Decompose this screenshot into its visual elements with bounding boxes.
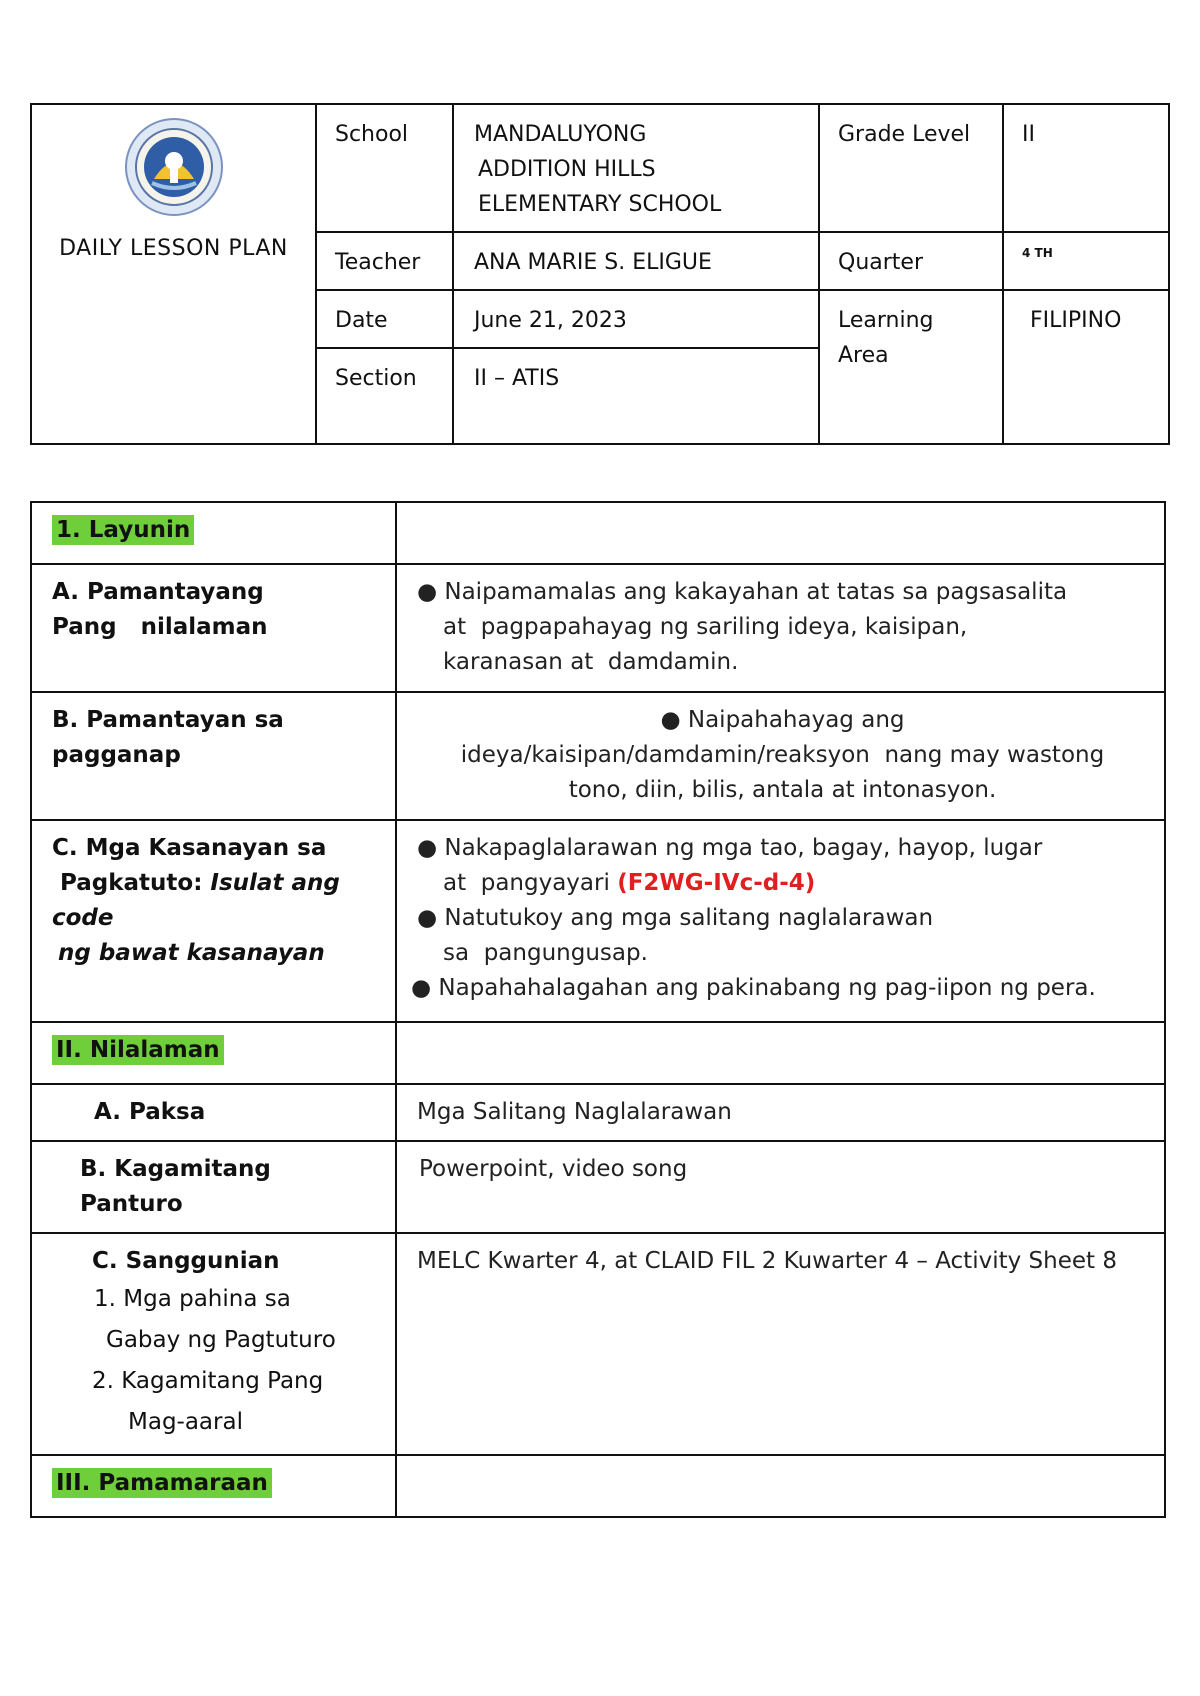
- grade-level-label: Grade Level: [819, 104, 1003, 232]
- sanggunian-value: MELC Kwarter 4, at CLAID FIL 2 Kuwarter 4 – Activity Sheet 8: [396, 1233, 1165, 1455]
- table-row: [31, 1233, 1165, 1455]
- sanggunian-label: C. Sanggunian 1. Mga pahina sa Gabay ng Pagtuturo 2. Kagamitang Pang Mag-aaral: [31, 1233, 396, 1455]
- teacher-label: Teacher: [316, 232, 453, 290]
- competency-code: (F2WG-IVc-d-4): [617, 870, 816, 896]
- learning-area-value: FILIPINO: [1003, 290, 1169, 444]
- teacher-value: ANA MARIE S. ELIGUE: [453, 232, 819, 290]
- date-label: Date: [316, 290, 453, 348]
- pamantayang-nilalaman-text: ● Naipamamalas ang kakayahan at tatas sa pagsasalita at pagpapahayag ng sariling ideya, kaisipan, karanasan at damdamin.: [396, 564, 1165, 692]
- header-table: [30, 103, 1170, 445]
- learning-area-line: Learning: [838, 308, 934, 333]
- pamantayan-pagganap-label: B. Pamantayan sa pagganap: [31, 692, 396, 820]
- table-row: [31, 1455, 1165, 1517]
- section-label: Section: [316, 348, 453, 444]
- quarter-value-text: 4 TH: [1022, 246, 1053, 260]
- kasanayan-text: ● Nakapaglalarawan ng mga tao, bagay, hayop, lugar at pangyayari (F2WG-IVc-d-4) ● Natutukoy ang mga salitang naglalarawan sa pangungusap. ● Napahahalagahan ang pakinabang ng pag-iipon ng pera.: [396, 820, 1165, 1022]
- lesson-table: [30, 501, 1166, 1518]
- kagamitan-value: Powerpoint, video song: [396, 1141, 1165, 1233]
- school-line: ELEMENTARY SCHOOL: [478, 192, 722, 217]
- school-seal-icon: [124, 117, 224, 217]
- school-label: School: [316, 104, 453, 232]
- pamantayang-nilalaman-label: A. Pamantayang Pang nilalaman: [31, 564, 396, 692]
- kasanayan-label-line: Pagkatuto: Isulat ang: [60, 870, 340, 896]
- table-row: [31, 692, 1165, 820]
- learning-area-line: Area: [838, 343, 889, 368]
- learning-area-label: [819, 290, 1003, 444]
- quarter-label: Quarter: [819, 232, 1003, 290]
- table-row: [31, 820, 1165, 1022]
- kagamitan-label: B. Kagamitang Panturo: [31, 1141, 396, 1233]
- logo-title-cell: [31, 104, 316, 444]
- document-title: DAILY LESSON PLAN: [59, 236, 288, 261]
- kasanayan-line: at pangyayari (F2WG-IVc-d-4): [443, 870, 816, 896]
- layunin-heading: 1. Layunin: [31, 502, 396, 564]
- table-row: [31, 502, 1165, 564]
- paksa-label: A. Paksa: [31, 1084, 396, 1141]
- section-value: II – ATIS: [453, 348, 819, 444]
- empty-cell: [396, 1022, 1165, 1084]
- quarter-value: [1003, 232, 1169, 290]
- pamamaraan-heading: III. Pamamaraan: [31, 1455, 396, 1517]
- kasanayan-label: C. Mga Kasanayan sa Pagkatuto: Isulat ang code ng bawat kasanayan: [31, 820, 396, 1022]
- nilalaman-heading: II. Nilalaman: [31, 1022, 396, 1084]
- paksa-value: Mga Salitang Naglalarawan: [396, 1084, 1165, 1141]
- school-value: [453, 104, 819, 232]
- school-line: MANDALUYONG: [474, 122, 647, 147]
- empty-cell: [396, 502, 1165, 564]
- table-row: [31, 1022, 1165, 1084]
- pamantayan-pagganap-text: ● Naipahahayag ang ideya/kaisipan/damdamin/reaksyon nang may wastong tono, diin, bilis, antala at intonasyon.: [396, 692, 1165, 820]
- table-row: [31, 1084, 1165, 1141]
- date-value: June 21, 2023: [453, 290, 819, 348]
- table-row: [31, 564, 1165, 692]
- empty-cell: [396, 1455, 1165, 1517]
- grade-level-value: II: [1003, 104, 1169, 232]
- school-line: ADDITION HILLS: [478, 157, 656, 182]
- table-row: [31, 1141, 1165, 1233]
